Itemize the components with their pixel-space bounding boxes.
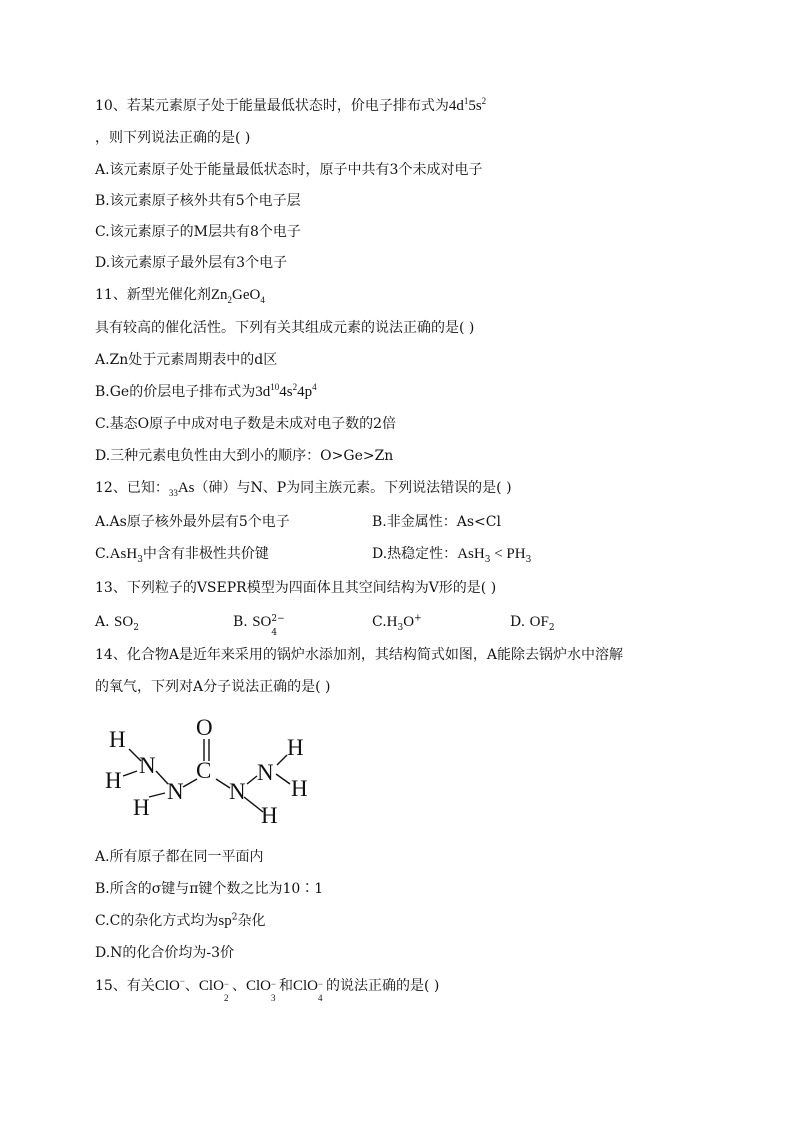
- atom-h-4: H: [287, 735, 304, 760]
- q14-option-b: B.所含的σ键与π键个数之比为10∶1: [95, 881, 324, 897]
- q13-option-a: A. $SO_2$: [95, 614, 139, 633]
- q14-option-a: A.所有原子都在同一平面内: [95, 849, 264, 865]
- q14-option-d: D.N的化合价均为-3价: [95, 945, 235, 961]
- q10-stem-cont: ，则下列说法正确的是( ): [95, 130, 251, 146]
- atom-n-1: N: [139, 753, 156, 778]
- q14-stem-cont: 的氧气，下列对A分子说法正确的是( ): [95, 679, 331, 695]
- q14-option-c: C.C的杂化方式均为$sp^2$杂化: [95, 912, 266, 929]
- q15-stem: 15、有关ClO−、ClO − 2 、ClO − 3 和ClO − 4 的说法正确的是( ): [95, 976, 440, 1003]
- q15-ion-2: ClO − 2: [198, 978, 230, 1003]
- q14-stem: 14、化合物A是近年来采用的锅炉水添加剂，其结构简式如图，A能除去锅炉水中溶解: [95, 647, 624, 663]
- q13-stem: 13、下列粒子的VSEPR模型为四面体且其空间结构为V形的是( ): [95, 580, 497, 596]
- q10-option-d: D.该元素原子最外层有3个电子: [95, 255, 288, 271]
- q12-option-d: D.热稳定性：$AsH_3 < PH_3$: [372, 546, 532, 565]
- q12-option-a: A.As原子核外最外层有5个电子: [95, 514, 290, 530]
- q11-formula: $Zn_2GeO_4$: [210, 287, 265, 305]
- atom-h-5: H: [291, 776, 308, 801]
- q13-option-d: D. $OF_2$: [510, 614, 555, 633]
- q14-structure-diagram: [95, 712, 335, 832]
- q15-ion-3: ClO − 3: [245, 978, 277, 1003]
- q11-option-a: A.Zn处于元素周期表中的d区: [95, 352, 278, 368]
- q15-ion-1: ClO−: [154, 976, 185, 994]
- q15-ion-4: ClO − 4: [292, 978, 324, 1003]
- q12-option-c: C.AsH$_3$中含有非极性共价键: [95, 546, 269, 565]
- atom-h-3: H: [133, 795, 150, 820]
- q12-option-b: B.非金属性：As<Cl: [372, 514, 501, 530]
- atom-o: O: [196, 715, 213, 740]
- q10-option-a: A.该元素原子处于能量最低状态时，原子中共有3个未成对电子: [95, 162, 483, 178]
- q13-option-b: B. SO 2− 4: [233, 614, 285, 638]
- q11-optb-formula: $3d^{10}4s^24p^4$: [255, 382, 317, 400]
- atom-n-2: N: [167, 779, 184, 804]
- atom-h-2: H: [105, 768, 122, 793]
- q11-option-c: C.基态O原子中成对电子数是未成对电子数的2倍: [95, 416, 397, 432]
- q12-stem: 12、已知：$_{33}$As（砷）与N、P为同主族元素。下列说法错误的是( ): [95, 480, 512, 498]
- atom-h-6: H: [261, 803, 278, 828]
- q10-stem-text: 10、若某元素原子处于能量最低状态时，价电子排布式为: [95, 98, 449, 114]
- atom-h-1: H: [109, 727, 126, 752]
- q11-option-d: D.三种元素电负性由大到小的顺序：O>Ge>Zn: [95, 448, 394, 464]
- q11-stem: 11、新型光催化剂$Zn_2GeO_4$: [95, 287, 265, 305]
- q10-option-c: C.该元素原子的M层共有8个电子: [95, 224, 301, 240]
- q11-stem-cont: 具有较高的催化活性。下列有关其组成元素的说法正确的是( ): [95, 320, 475, 336]
- atom-n-3: N: [229, 779, 246, 804]
- atom-c: C: [196, 758, 212, 783]
- q12-arsenic: $_{33}$As: [168, 480, 195, 498]
- q10-formula: $4d^15s^2$: [448, 96, 487, 114]
- q10-option-b: B.该元素原子核外共有5个电子层: [95, 193, 301, 209]
- q13-option-c: $C.H_3O^+$: [372, 613, 422, 633]
- q10-stem: [95, 96, 486, 116]
- q11-option-b: B.Ge的价层电子排布式为$3d^{10}4s^24p^4$: [95, 382, 317, 400]
- atom-n-4: N: [257, 760, 274, 785]
